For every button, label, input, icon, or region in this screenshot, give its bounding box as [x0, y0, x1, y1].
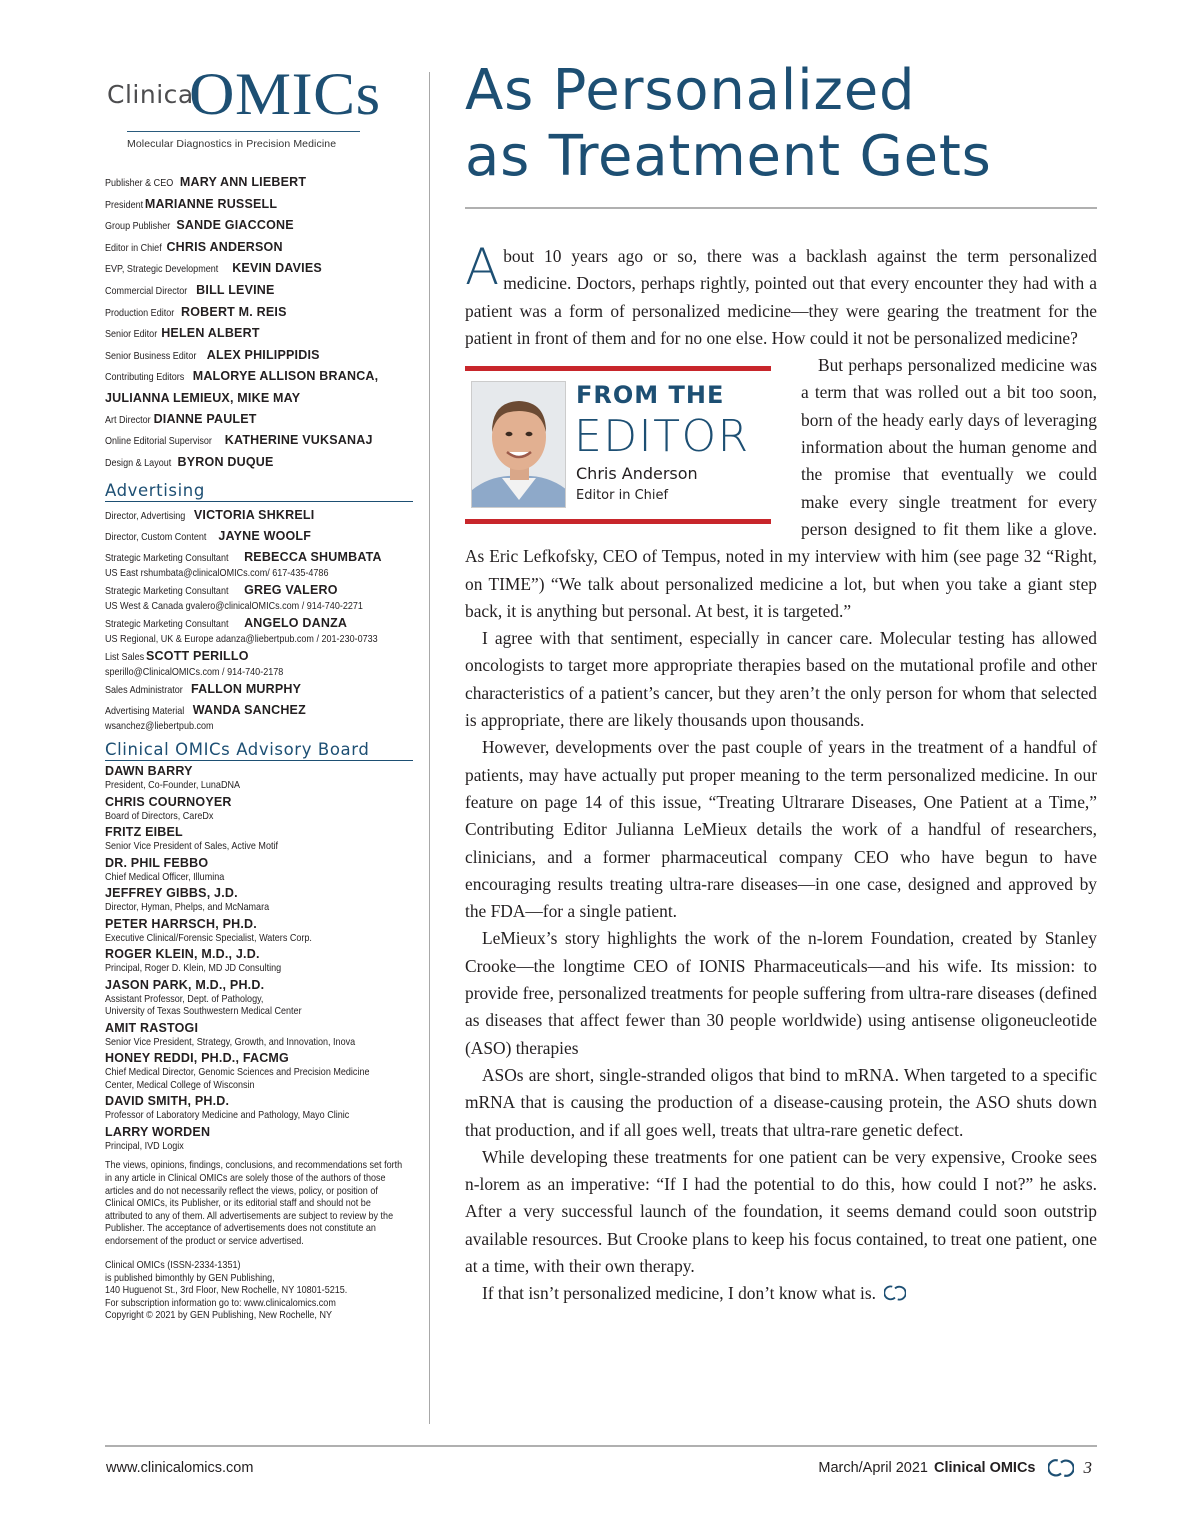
- publication-info-line: For subscription information go to: www.clinicalomics.com: [105, 1296, 336, 1309]
- advertising-contact: [105, 528, 413, 546]
- advertising-list: [105, 507, 413, 732]
- board-member-name: LARRY WORDEN: [105, 1124, 211, 1139]
- board-member-title: Chief Medical Director, Genomic Sciences and Precision Medicine: [105, 1066, 370, 1079]
- ad-detail: US West & Canada gvalero@clinicalOMICs.com / 914-740-2271: [105, 600, 363, 613]
- publication-info: [105, 1259, 406, 1321]
- staff-role: Senior Editor: [105, 328, 158, 341]
- ad-name: VICTORIA SHKRELI: [193, 508, 315, 523]
- footer-brand: Clinical OMICs: [933, 1460, 1036, 1476]
- staff-role: Publisher & CEO: [105, 177, 174, 189]
- advertising-heading: Advertising: [105, 481, 413, 502]
- staff-role: Online Editorial Supervisor: [105, 435, 212, 448]
- column-divider: [429, 72, 430, 1424]
- staff-row: [105, 366, 413, 388]
- ad-name: GREG VALERO: [244, 583, 338, 598]
- board-member: [105, 1093, 413, 1122]
- staff-role: Design & Layout: [105, 456, 172, 469]
- board-member-title: Chief Medical Officer, Illumina: [105, 870, 225, 883]
- footer-url: www.clinicalomics.com: [106, 1460, 254, 1476]
- advertising-contact: [105, 549, 413, 579]
- staff-role: President: [105, 198, 144, 211]
- ad-name: WANDA SANCHEZ: [192, 703, 306, 718]
- editor-box-bottom-rule: [465, 519, 771, 524]
- advertising-contact: [105, 615, 413, 645]
- staff-name: SANDE GIACCONE: [176, 218, 294, 233]
- board-member-name: DR. PHIL FEBBO: [105, 855, 209, 870]
- editor-portrait-image: [472, 382, 566, 508]
- ad-name: REBECCA SHUMBATA: [244, 550, 382, 565]
- board-member: [105, 916, 413, 945]
- editor-role: Editor in Chief: [576, 488, 669, 504]
- board-member-title: Center, Medical College of Wisconsin: [105, 1078, 255, 1091]
- ad-role: List Sales: [105, 651, 145, 664]
- board-member: [105, 1124, 413, 1153]
- board-member: [105, 977, 413, 1018]
- board-member-name: HONEY REDDI, PH.D., FACMG: [105, 1051, 289, 1066]
- staff-row: [105, 388, 413, 409]
- staff-name: BILL LEVINE: [196, 282, 275, 297]
- disclaimer-text: The views, opinions, findings, conclusions, and recommendations set forth in any article in Clinical OMICs are solely those of the authors of those articles and do not necessarily reflect the views, policy, or position of Clinical OMICs, its Publisher, or its editorial staff and should not be attributed to any of them. All advertisements are subject to review by the Publisher. The acceptance of advertisements does not constitute an endorsement of the product or service advertised.: [105, 1159, 403, 1247]
- end-mark-icon: [884, 1282, 906, 1304]
- editor-label: EDITOR: [574, 411, 750, 463]
- article-body: [465, 238, 1097, 1308]
- board-member: [105, 1050, 413, 1091]
- board-member-title: Board of Directors, CareDx: [105, 809, 214, 822]
- article-paragraph: However, developments over the past couple of years in the treatment of a handful of patients, may have actually put proper meaning to the term personalized medicine. In our feature on page 14 of this issue, “Treating Ultrarare Diseases, One Patient at a Time,” Contributing Editor Julianna LeMieux details the work of a handful of researchers, clinicians, and a former pharmaceutical company CEO who have begun to have encouraging results treating ultra-rare diseases—in one case, designed and approved by the FDA—for a single patient.: [465, 737, 1097, 922]
- ad-detail: sperillo@ClinicalOMICs.com / 914-740-2178: [105, 666, 284, 679]
- board-member: [105, 763, 413, 792]
- staff-name: BYRON DUQUE: [177, 454, 274, 469]
- footer-issue-date: March/April 2021: [818, 1460, 928, 1476]
- staff-role: Group Publisher: [105, 220, 171, 233]
- advertising-contact: [105, 681, 413, 699]
- ad-detail: wsanchez@liebertpub.com: [105, 720, 214, 733]
- staff-row: [105, 258, 413, 280]
- from-the-label: FROM THE: [576, 381, 725, 410]
- board-member: [105, 794, 413, 823]
- article-paragraph: ASOs are short, single-stranded oligos that bind to mRNA. When targeted to a specific mRNA that is causing the production of a disease-causing protein, the ASO shuts down that production, and if all goes well, treats that ultra-rare genetic defect.: [465, 1064, 1097, 1140]
- staff-name: KATHERINE VUKSANAJ: [224, 433, 373, 448]
- staff-name: KEVIN DAVIES: [232, 261, 322, 276]
- board-member-title: Senior Vice President, Strategy, Growth, and Innovation, Inova: [105, 1035, 356, 1048]
- ad-role: Sales Administrator: [105, 684, 183, 697]
- advisory-board-heading: Clinical OMICs Advisory Board: [105, 740, 413, 761]
- board-member: [105, 1020, 413, 1049]
- board-member-name: AMIT RASTOGI: [105, 1020, 199, 1035]
- staff-row: [105, 280, 413, 302]
- from-the-editor-box: [465, 366, 771, 524]
- board-member: [105, 946, 413, 975]
- staff-role: Commercial Director: [105, 284, 188, 297]
- headline-line: As Personalized: [465, 58, 916, 123]
- board-member: [105, 824, 413, 853]
- staff-name: JULIANNA LEMIEUX, MIKE MAY: [105, 390, 301, 405]
- staff-row: [105, 430, 413, 452]
- article-paragraph: But perhaps personalized medicine was a term that was rolled out a bit too soon, born of the heady early days of leveraging information about the human genome and the promise that eventually we could make every single treatment for every person designed to fit them like a glove. As Eric Lefkofsky, CEO of Tempus, noted in my interview with him (see page 32 “Right, on TIME”) “We talk about personalized medicine a lot, but when you take a giant step back, it is anything but personal. At best, it is targeted.”: [465, 355, 1097, 621]
- footer-rule: [105, 1445, 1097, 1447]
- headline-rule: [465, 207, 1097, 209]
- staff-row: [105, 323, 413, 345]
- staff-list: [105, 172, 413, 473]
- page-number: 3: [1083, 1458, 1092, 1477]
- advertising-contact: [105, 507, 413, 525]
- drop-cap: A: [465, 238, 500, 296]
- article-paragraph: [465, 238, 1097, 352]
- ad-role: Strategic Marketing Consultant: [105, 618, 229, 631]
- staff-role: Senior Business Editor: [105, 349, 197, 362]
- logo-rule: [127, 131, 360, 132]
- editor-box-top-rule: [465, 366, 771, 371]
- publication-info-line: Copyright © 2021 by GEN Publishing, New Rochelle, NY: [105, 1309, 332, 1322]
- board-member-name: FRITZ EIBEL: [105, 825, 183, 840]
- staff-role: Contributing Editors: [105, 371, 185, 384]
- staff-name: ROBERT M. REIS: [181, 304, 287, 319]
- ad-name: SCOTT PERILLO: [146, 649, 249, 664]
- board-member-name: DAVID SMITH, PH.D.: [105, 1094, 230, 1109]
- clinical-omics-mark-icon: [1048, 1455, 1074, 1481]
- ad-role: Strategic Marketing Consultant: [105, 585, 229, 598]
- staff-name: ALEX PHILIPPIDIS: [206, 347, 320, 362]
- paragraph-text: If that isn’t personalized medicine, I don’t know what is.: [482, 1283, 876, 1304]
- board-member: [105, 885, 413, 914]
- board-member-title: Principal, Roger D. Klein, MD JD Consulting: [105, 962, 282, 975]
- staff-row: [105, 237, 413, 259]
- logo-omics-text: OMICs: [189, 61, 381, 127]
- publication-info-line: Clinical OMICs (ISSN-2334-1351): [105, 1259, 241, 1272]
- staff-role: Production Editor: [105, 306, 175, 319]
- ad-name: ANGELO DANZA: [244, 616, 348, 631]
- article-paragraph: I agree with that sentiment, especially in cancer care. Molecular testing has allowed oncologists to target more appropriate therapies based on the mutational profile and other characteristics of a patient’s cancer, but they aren’t the only person for whom that selected is appropriate, there are likely thousands upon thousands.: [465, 628, 1097, 731]
- board-member-name: PETER HARRSCH, PH.D.: [105, 916, 257, 931]
- ad-role: Strategic Marketing Consultant: [105, 552, 229, 565]
- headline-line: as Treatment Gets: [465, 124, 992, 189]
- board-member-title: Professor of Laboratory Medicine and Pathology, Mayo Clinic: [105, 1109, 350, 1122]
- board-member-title: Principal, IVD Logix: [105, 1139, 184, 1152]
- board-member-title: Executive Clinical/Forensic Specialist, Waters Corp.: [105, 931, 312, 944]
- article-paragraph: [465, 1280, 1097, 1307]
- advertising-contact: [105, 648, 413, 678]
- advertising-contact: [105, 582, 413, 612]
- ad-name: JAYNE WOOLF: [218, 529, 312, 544]
- ad-role: Director, Advertising: [105, 510, 186, 523]
- staff-role: EVP, Strategic Development: [105, 263, 219, 276]
- publication-info-line: 140 Huguenot St., 3rd Floor, New Rochelle, NY 10801-5215.: [105, 1284, 348, 1297]
- masthead-sidebar: [105, 61, 413, 1322]
- advertising-contact: [105, 702, 413, 732]
- board-member-title: University of Texas Southwestern Medical Center: [105, 1005, 302, 1018]
- board-member-title: Senior Vice President of Sales, Active Motif: [105, 840, 278, 853]
- board-member-title: Director, Hyman, Phelps, and McNamara: [105, 901, 270, 914]
- staff-name: DIANNE PAULET: [153, 411, 257, 426]
- staff-role: Art Director: [105, 413, 151, 426]
- ad-role: Advertising Material: [105, 705, 185, 718]
- ad-detail: US East rshumbata@clinicalOMICs.com/ 617-435-4786: [105, 567, 329, 580]
- ad-name: FALLON MURPHY: [190, 682, 302, 697]
- logo-clinical-text: Clinical: [107, 80, 202, 109]
- board-member-name: DAWN BARRY: [105, 764, 193, 779]
- paragraph-text: bout 10 years ago or so, there was a backlash against the term personalized medicine. Doctors, perhaps rightly, pointed out that every encounter they had with a patient was a form of personalized medicine—they were gearing the treatment for the patient in front of them and for no one else. How could it not be personalized medicine?: [465, 246, 1097, 348]
- staff-name: MARY ANN LIEBERT: [179, 175, 307, 189]
- editor-name: Chris Anderson: [576, 464, 698, 484]
- board-member-name: JASON PARK, M.D., PH.D.: [105, 977, 265, 992]
- publication-info-line: is published bimonthly by GEN Publishing,: [105, 1271, 275, 1284]
- board-member: [105, 855, 413, 884]
- board-member-name: JEFFREY GIBBS, J.D.: [105, 886, 238, 901]
- article-paragraph: While developing these treatments for one patient can be very expensive, Crooke sees n-lorem as an imperative: “If I had the potential to do this, how could I not?” he asks. After a very successful launch of the foundation, it seems demand could soon outstrip available resources. But Crooke plans to keep his focus contained, to treat one patient, one at a time, with their own therapy.: [465, 1146, 1097, 1276]
- board-member-title: President, Co-Founder, LunaDNA: [105, 779, 241, 792]
- editor-portrait: [471, 381, 566, 508]
- staff-row: [105, 215, 413, 237]
- board-member-name: CHRIS COURNOYER: [105, 794, 232, 809]
- logo-tagline: Molecular Diagnostics in Precision Medicine: [127, 138, 337, 150]
- staff-row: [105, 302, 413, 324]
- staff-row: [105, 345, 413, 367]
- staff-role: Editor in Chief: [105, 241, 162, 254]
- ad-role: Director, Custom Content: [105, 531, 207, 544]
- staff-row: [105, 409, 413, 431]
- staff-row: [105, 452, 413, 474]
- board-member-name: ROGER KLEIN, M.D., J.D.: [105, 947, 260, 962]
- staff-name: MALORYE ALLISON BRANCA,: [192, 369, 379, 384]
- article-paragraph: LeMieux’s story highlights the work of the n-lorem Foundation, created by Stanley Crooke—the longtime CEO of IONIS Pharmaceuticals—and his wife. Its mission: to provide free, personalized treatments for people suffering from ultra-rare diseases (defined as diseases that affect fewer than 30 people worldwide) using antisense oligoneucleotide (ASO) therapies: [465, 928, 1097, 1058]
- staff-row: [105, 194, 413, 216]
- staff-row: [105, 172, 413, 194]
- ad-detail: US Regional, UK & Europe adanza@liebertpub.com / 201-230-0733: [105, 633, 378, 646]
- article-headline: [465, 58, 992, 190]
- board-member-title: Assistant Professor, Dept. of Pathology,: [105, 992, 264, 1005]
- clinical-omics-logo: [105, 61, 413, 154]
- advisory-board-list: [105, 763, 413, 1152]
- footer-issue-info: [818, 1455, 1092, 1481]
- staff-name: MARIANNE RUSSELL: [144, 196, 278, 211]
- staff-name: CHRIS ANDERSON: [166, 239, 283, 254]
- staff-name: HELEN ALBERT: [161, 326, 260, 341]
